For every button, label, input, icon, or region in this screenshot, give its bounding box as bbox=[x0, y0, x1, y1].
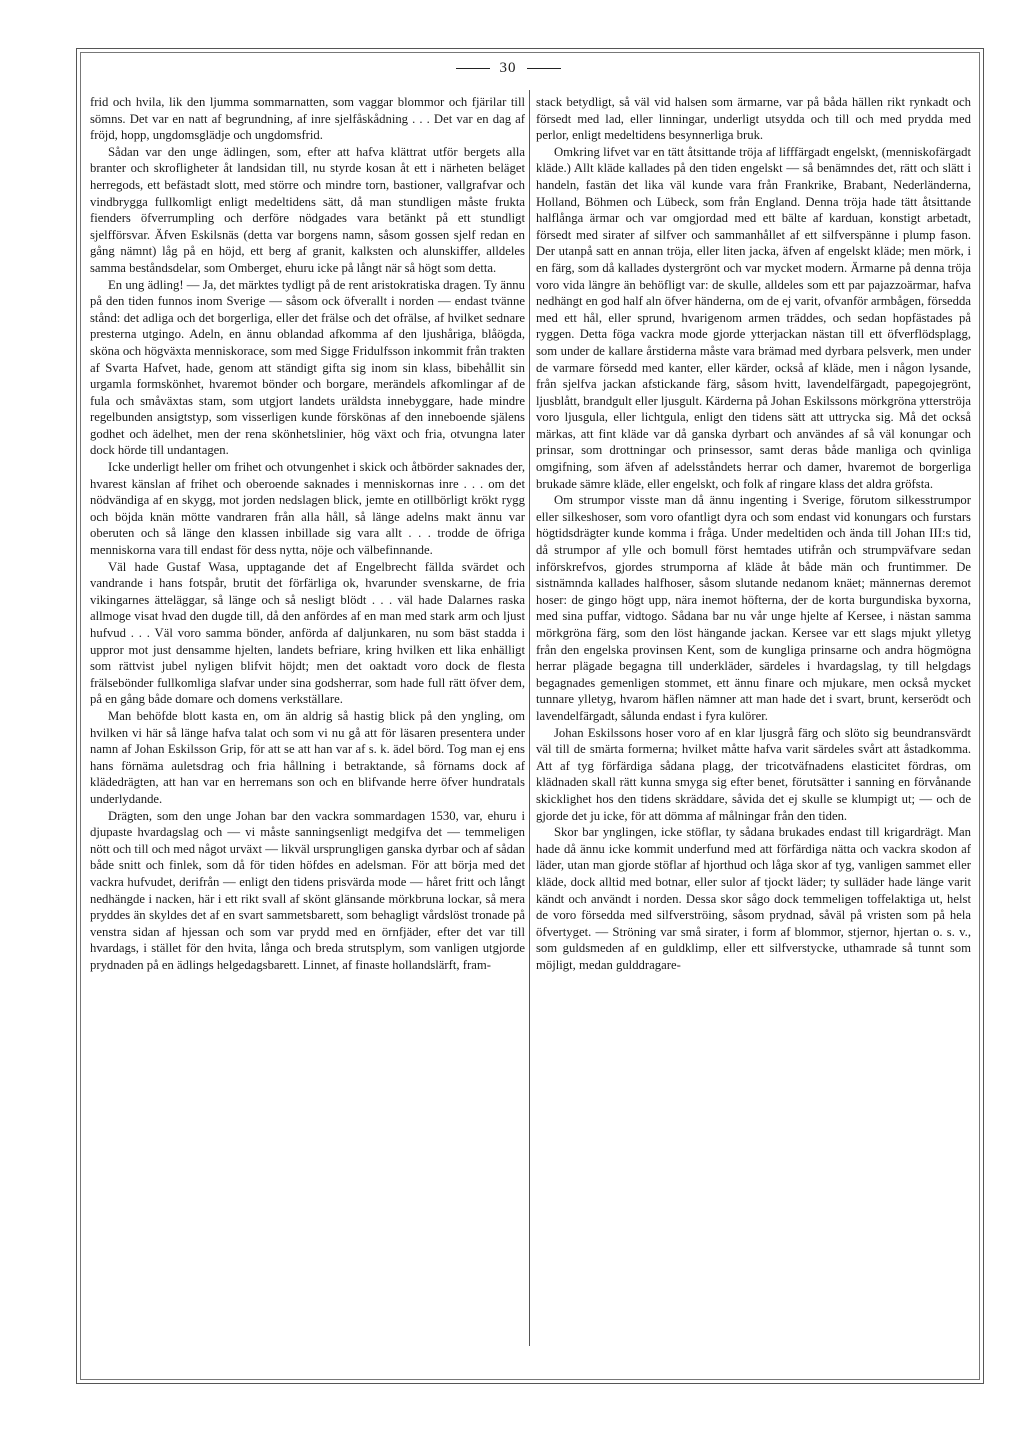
right-paragraph-2: Omkring lifvet var en tätt åtsittande tröja af lifffärgadt engelskt, (menniskofärgadt kläde.) Allt kläde kallades på den tiden engelskt — så benämndes det, rätt och slätt i handeln, fastän det lika väl kunde vara från Frankrike, Brabant, Nederländerna, Holland, Böhmen och Lübeck, som från England. Denna tröja hade tätt åtsittande halflånga ärmar och var omgjordad med ett bälte af karduan, konstigt arbetadt, försedt med sirater af silfver och sammanhållet af ett silfverspänne i plump fason. Der utanpå satt en annan tröja, eller liten jacka, äfven af engelskt kläde; men mörk, i en färg, som då kallades dystergrönt och var mycket modern. Ärmarne på denna tröja voro vida längre än behöfligt var: de skulle, alldeles som ett par pajazzoärmar, hafva nedhängt en god half aln öfver händerna, om de ej varit, ofvanför armbågen, försedda med ett hål, eller sprund, hvarigenom armen träddes, och sedan hopfästades på ryggen. Detta föga vackra mode gjorde ytterjackan nästan till ett öfverflödsplagg, som under de kallare årstiderna måste vara brämad med dyrbara pelsverk, men under de varmare försedd med kanter, eller kärder, också af kläde, men i någon lysande, från sjelfva jackan afstickande färg, såsom hvitt, lavendelfärgadt, papegojegrönt, ljusblått, brandgult eller ljusgult. Kärderna på Johan Eskilssons mörkgröna ytterströja voro ljusgula, eller lichtgula, enligt den tidens sätt att uttrycka sig. Må det också märkas, att fint kläde var då ganska dyrbart och användes af så väl konungar och prinsar, som drottningar och prinsessor, samt deras både manliga och qvinliga omgifning, som äfven af adelsståndets herrar och damer, hvaremot de borgerliga brukade sämre kläde, eller engelskt, och folk af ringare klass det aldra gröfsta. bbox=[536, 144, 971, 491]
left-paragraph-1: frid och hvila, lik den ljumma sommarnatten, som vaggar blommor och fjärilar till sömns. Det var en natt af begrundning, af inre sjelfåskådning . . . Det var en dag af fröjd, hopp, ungdomsglädje och ungdomsfrid. bbox=[90, 95, 525, 143]
left-paragraph-4: Icke underligt heller om frihet och otvungenhet i skick och åtbörder saknades der, hvarest känslan af frihet och oberoende saknades i menniskornas inre . . . om det nödvändiga af en skygg, mot jorden nedslagen blick, jemte en otillbörligt krökt rygg och böjda knän mötte vandraren från alla håll, så länge adelns makt ännu var oberuten och så länge den klassen inbillade sig vara allt . . . trodde de öfriga menniskorna vara till endast för dess nytta, nöje och välbefinnande. bbox=[90, 460, 525, 558]
right-paragraph-5: Skor bar ynglingen, icke stöflar, ty sådana brukades endast till krigardrägt. Man hade då ännu icke kommit underfund med att förfärdiga nätta och vackra skodon af läder, utan man gjorde stöflar af hjorthud och låga skor af tyg, vanligen sammet eller kläde, dock alltid med botnar, eller sulor af tjockt läder; ty sulläder hade länge varit kändt och användt i norden. Dessa skor sågo dock temmeligen toffelaktiga ut, helst de voro försedda med silfverströing, såsom prydnad, såväl på vristen som på hela öfvertyget. — Ströning var små sirater, i form af blommor, stjernor, hjertan o. s. v., som guldsmeden af en guldklimp, eller ett silfverstycke, uthamrade så tunnt som möjligt, medan gulddragare- bbox=[536, 825, 971, 972]
left-paragraph-3: En ung ädling! — Ja, det märktes tydligt på de rent aristokratiska dragen. Ty ännu på den tiden funnos inom Sverige — såsom ock öfverallt i norden — endast tvänne stånd: det adliga och det borgerliga, eller det frälse och det ofrälse, af hvilket sednare presterna utgingo. Adeln, en ännu oblandad afkomma af den ljushåriga, blåögda, sköna och högväxta menniskorace, som med Sigge Fridulfsson inkommit från trakten af Svarta Hafvet, hade, genom att ständigt gifta sig inom sin klass, bibehållit sin urgamla formskönhet, hvaremot bönder och borgare, merändels afkomlingar af de fula och småväxtas stam, som utgjort landets uräldsta innebyggare, hade mindre regelbunden ansigtstyp, som visserligen kunde förskönas af den inneboende själens godhet och ädelhet, men der rena skönhetslinier, hög växt och fria, otvungna later dock hörde till undantagen. bbox=[90, 277, 525, 458]
page-number-dash-right bbox=[527, 68, 561, 69]
page-number-dash-left bbox=[456, 68, 490, 69]
right-paragraph-4: Johan Eskilssons hoser voro af en klar ljusgrå färg och slöto sig beundransvärdt väl till de smärta formerna; hvilket måtte hafva varit särdeles svårt att åstadkomma. Att af tyg förfärdiga sådana plagg, der tricotväfnadens elasticitet fördras, om klädnaden skall rätt kunna smyga sig efter benet, förutsätter i sanning en förvånande skicklighet hos den tidens skräddare, såvida det ej skulle se klumpigt ut; — och de gjorde det ju icke, för att dömma af målningar från den tiden. bbox=[536, 725, 971, 823]
left-column bbox=[90, 94, 525, 1342]
left-paragraph-2: Sådan var den unge ädlingen, som, efter att hafva klättrat utför bergets alla branter och skrofligheter åt landsidan till, nu styrde kosan åt ett i närheten beläget herregods, ett befästadt slott, med större och mindre torn, bastioner, vallgrafvar och vindbrygga fullkomligt enligt medeltidens sätt, då man stundligen måste frukta fienders öfverrumpling och derföre nödgades vara betänkt på ett stundligt sjelfförsvar. Äfven Eskilsnäs (detta var borgens namn, såsom gossen sjelf redan en gång nämnt) låg på en höjd, ett berg af granit, kalksten och alunskiffer, alldeles samma beståndsdelar, som Omberget, ehuru icke på långt när så högt som detta. bbox=[90, 144, 525, 275]
right-column bbox=[536, 94, 971, 1342]
page-number: 30 bbox=[499, 60, 517, 76]
column-divider bbox=[529, 90, 530, 1346]
right-paragraph-3: Om strumpor visste man då ännu ingenting i Sverige, förutom silkesstrumpor eller silkeshoser, som voro ofantligt dyra och som endast vid konungars och furstars högtidsdrägter kunde komma i fråga. Under medeltiden och ända till Johan III:s tid, då strumpor af ylle och bomull först hemtades utifrån och strumpväfvare sedan införskrefvos, gjordes strumporna af kläde åt både män och fruntimmer. De sistnämnda kallades halfhoser, såsom slutande nedanom knäet; männernas deremot hoser: de gingo högt upp, nära inemot höfterna, der de korta burgundiska byxorna, med sina puffar, vidtogo. Sådana bar nu vår unge hjelte af Kersee, i nästan samma mörkgröna färg, som den löst hängande jackan. Kersee var ett slags mjukt ylletyg från den engelska provinsen Kent, som de kungliga prinsarne och andra högmögna herrar plägade begagna till underkläder, särdeles i hvardagslag, ty till helgdags begagnades gemenligen stommet, ett ännu finare och mjukare, men också mycket tunnare ylletyg, hvarom häflen nämner att man hade det i svart, brunt, kerserödt och lavendelfärgadt, sålunda endast i fyra kulörer. bbox=[536, 493, 971, 723]
left-paragraph-7: Drägten, som den unge Johan bar den vackra sommardagen 1530, var, ehuru i djupaste hvardagslag och — vi måste sanningsenligt medgifva det — temmeligen nött och till och med något urväxt — likväl ursprungligen ganska dyrbar och af sådan både snitt och finlek, som då för tiden höfdes en adelsman. För att börja med det vackra hufvudet, derifrån — enligt den tidens prisvärda mode — håret fritt och långt nedhängde i nacken, här i ett rikt svall af skönt glänsande mörkbruna lockar, så mera pryddes än skyldes det af en svart sammetsbarett, som behagligt vårdslöst tronade på venstra sidan af hjessan och som var prydd med en örnfjäder, efter det var till hvardags, i stället för den hvita, långa och breda strutsplym, som vanligen utgjorde prydnaden på en ädlings helgedagsbarett. Linnet, af finaste hollandslärft, fram- bbox=[90, 808, 525, 972]
right-paragraph-1: stack betydligt, så väl vid halsen som ärmarne, var på båda hällen rikt rynkadt och försedt med lad, eller linningar, underligt utsydda och till och med prydda med perlor, enligt medeltidens besynnerliga bruk. bbox=[536, 95, 971, 143]
left-paragraph-5: Väl hade Gustaf Wasa, upptagande det af Engelbrecht fällda svärdet och vandrande i hans fotspår, brutit det förfärliga ok, hvarunder svenskarne, de fria vikingarnes ätteläggar, så länge och så nesligt blödt . . . väl hade Dalarnes raska allmoge visat hvad den dugde till, då den anfördes af en man med stark arm och ljust hufvud . . . Väl voro samma bönder, anförda af daljunkaren, nu som bäst stadda i uppror mot just densamme hjelten, landets befriare, kring hvilken ett lika enhälligt som rättvist jubel nyligen blifvit höjdt; men det oaktadt voro dock de flesta frälsebönder fullkomliga slafvar under sina godsherrar, som hade full rätt öfver dem, på en gång både domare och domens verkställare. bbox=[90, 559, 525, 707]
left-paragraph-6: Man behöfde blott kasta en, om än aldrig så hastig blick på den yngling, om hvilken vi här så länge hafva talat och som vi nu gå att för läsaren presentera under namn af Johan Eskilsson Grip, för att se att han var af s. k. ädel börd. Tog man ej ens hans förnäma auletsdrag och fria hållning i betraktande, så förnams dock af klädedrägten, att han var en herremans son och en blifvande herre öfver hundratals underlydande. bbox=[90, 708, 525, 806]
page-number-header bbox=[0, 60, 1016, 77]
